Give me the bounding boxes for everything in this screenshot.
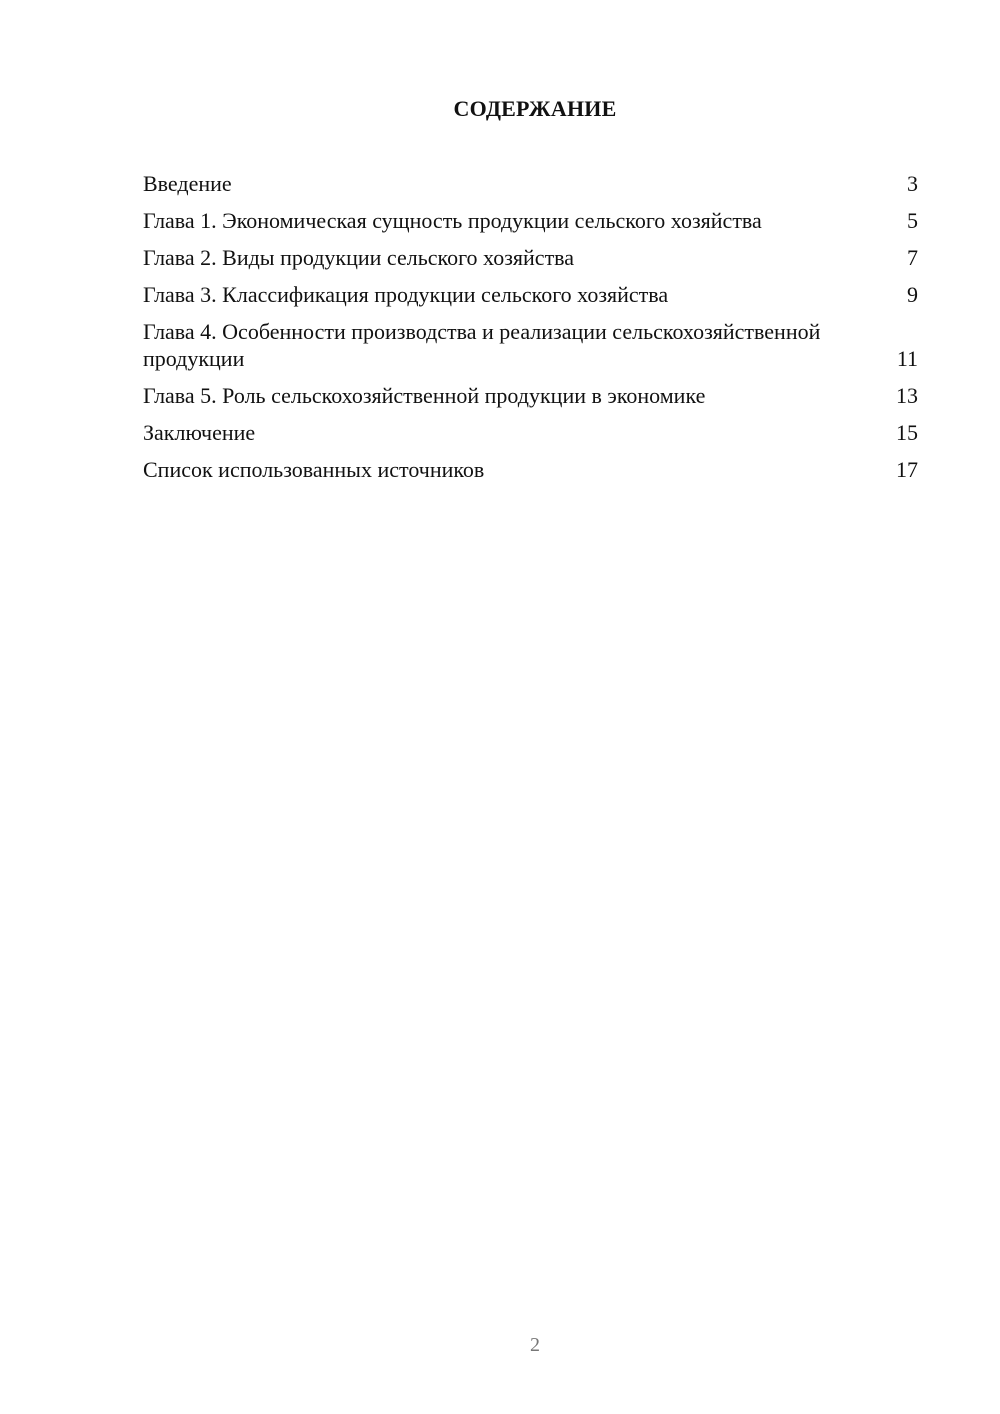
toc-entry-chapter-4 [143, 318, 918, 372]
toc-entry-page: 7 [907, 245, 918, 270]
toc-entry-label: Глава 3. Классификация продукции сельского хозяйства [143, 282, 669, 307]
toc-entry-chapter-2 [143, 244, 918, 271]
toc-entry-label: Глава 1. Экономическая сущность продукции сельского хозяйства [143, 208, 762, 233]
toc-entry-chapter-5 [143, 382, 918, 409]
toc-entry-page: 11 [896, 346, 918, 371]
toc-entry-chapter-1 [143, 207, 918, 234]
toc-entry-label: Глава 2. Виды продукции сельского хозяйства [143, 245, 575, 270]
toc-entry-page: 3 [907, 171, 918, 196]
page-number: 2 [530, 1334, 540, 1356]
toc-entry-references [143, 456, 918, 483]
toc-entry-page: 13 [896, 383, 918, 408]
toc-entry-label: Введение [143, 171, 232, 196]
toc-entry-conclusion [143, 419, 918, 446]
toc-entry-page: 9 [907, 282, 918, 307]
table-of-contents [143, 170, 918, 493]
toc-entry-label: Заключение [143, 420, 256, 445]
toc-entry-chapter-3 [143, 281, 918, 308]
toc-entry-page: 17 [896, 457, 918, 482]
page-title: СОДЕРЖАНИЕ [453, 96, 617, 121]
toc-entry-page: 5 [907, 208, 918, 233]
toc-entry-label: Список использованных источников [143, 457, 485, 482]
toc-entry-label: Глава 5. Роль сельскохозяйственной продукции в экономике [143, 383, 706, 408]
toc-entry-page: 15 [896, 420, 918, 445]
toc-entry-label: Глава 4. Особенности производства и реализации сельскохозяйственной продукции [143, 319, 821, 371]
toc-entry-introduction [143, 170, 918, 197]
